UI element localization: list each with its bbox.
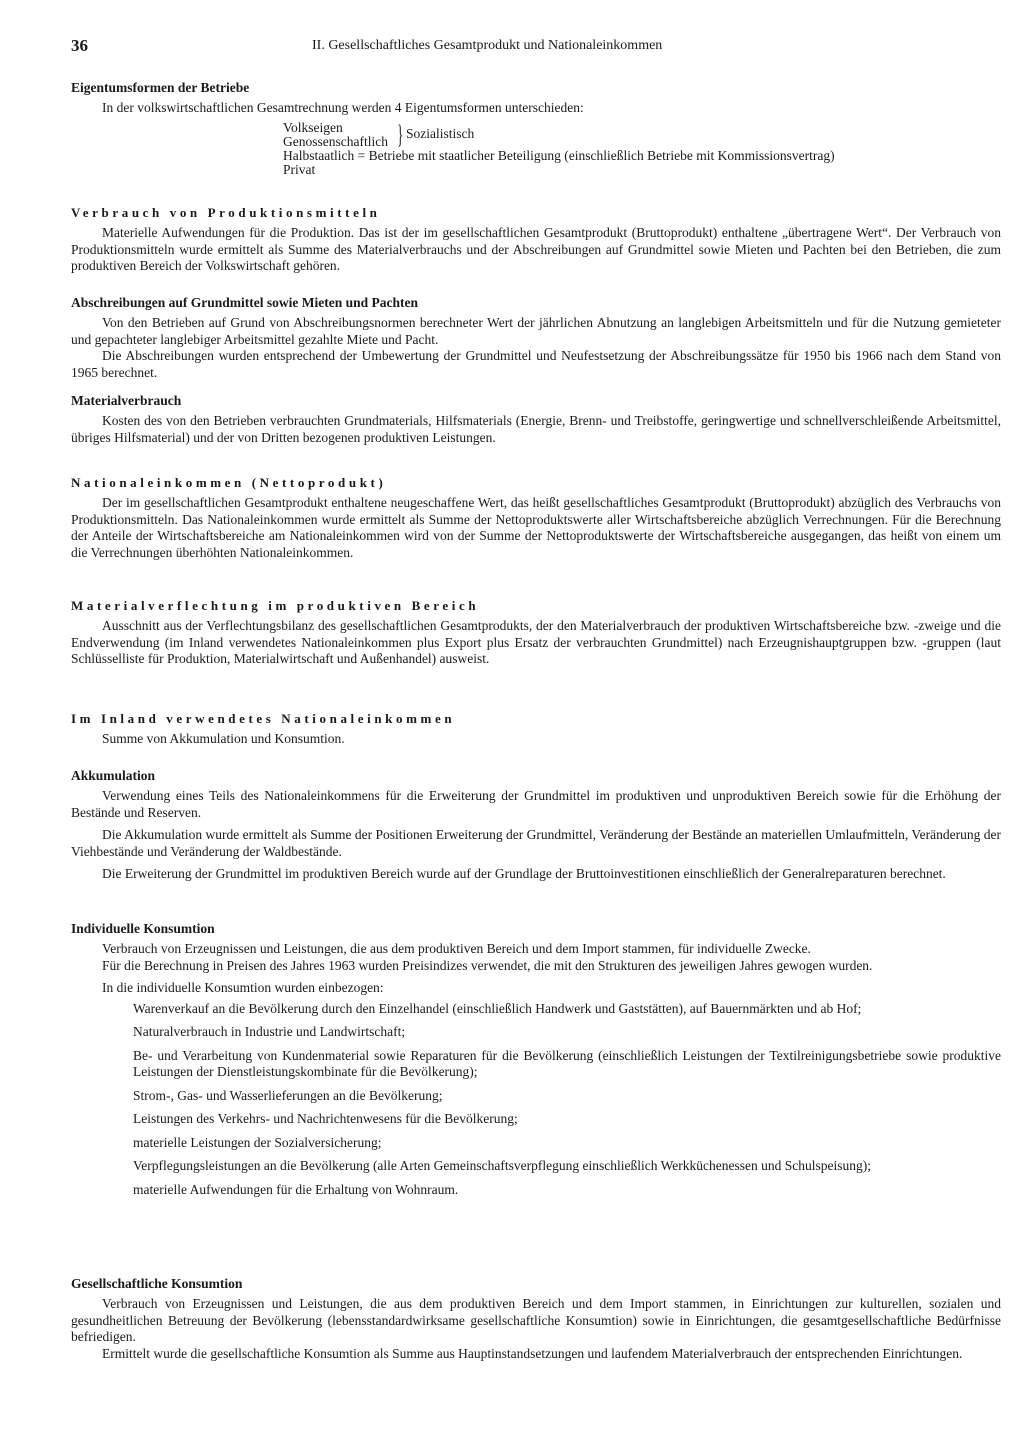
section-materialverbrauch xyxy=(71,392,1001,446)
paragraph: Verbrauch von Erzeugnissen und Leistungen, die aus dem produktiven Bereich und dem Import stammen, für individuelle Zwecke. xyxy=(102,941,811,956)
section-heading: Materialverbrauch xyxy=(71,393,182,408)
section-eigentumsformen xyxy=(71,79,1001,177)
form-item: Genossenschaftlich xyxy=(283,133,388,149)
section-abschreibungen xyxy=(71,294,1001,381)
list-item: Strom-, Gas- und Wasserlieferungen an die Bevölkerung; xyxy=(133,1087,443,1103)
list-item: Be- und Verarbeitung von Kundenmaterial sowie Reparaturen für die Bevölkerung (einschließlich Leistungen der Textilreinigungsbetriebe sowie produktive Leistungen der Dienstleistungskombinate für die Bevölkerung); xyxy=(133,1047,1001,1079)
paragraph: Summe von Akkumulation und Konsumtion. xyxy=(102,731,345,746)
list-item: materielle Leistungen der Sozialversicherung; xyxy=(133,1134,382,1150)
list-item: materielle Aufwendungen für die Erhaltung von Wohnraum. xyxy=(133,1181,459,1197)
paragraph: Ermittelt wurde die gesellschaftliche Konsumtion als Summe aus Hauptinstandsetzungen und laufendem Materialverbrauch der entsprechenden Einrichtungen. xyxy=(102,1345,963,1361)
form-item: Volkseigen xyxy=(283,119,343,135)
section-heading: Eigentumsformen der Betriebe xyxy=(71,80,250,95)
section-inland-nationaleinkommen xyxy=(71,710,1001,748)
consumption-items-list xyxy=(133,1001,1001,1199)
section-heading: Verbrauch von Produktionsmitteln xyxy=(71,205,381,220)
paragraph: Für die Berechnung in Preisen des Jahres 1963 wurden Preisindizes verwendet, die mit den Strukturen des jeweiligen Jahres gewogen wurden. xyxy=(102,957,873,973)
section-heading: Akkumulation xyxy=(71,768,156,783)
paragraph: Die Erweiterung der Grundmittel im produktiven Bereich wurde auf der Grundlage der Bruttoinvestitionen einschließlich der Generalreparaturen berechnet. xyxy=(102,866,946,881)
paragraph: Ausschnitt aus der Verflechtungsbilanz des gesellschaftlichen Gesamtprodukts, der den Materialverbrauch der produktiven Wirtschaftsbereiche bzw. -zweige und die Endverwendung (im Inland verwendetes Nationaleinkommen plus Export plus Ersatz der verbrauchten Grundmittel) nach Erzeugnishauptgruppen bzw. -gruppen (laut Schlüsselliste für Produktion, Materialwirtschaft und Außenhandel) ausweist. xyxy=(71,618,1001,666)
section-heading: Im Inland verwendetes Nationaleinkommen xyxy=(71,711,456,726)
section-verbrauch-produktionsmittel xyxy=(71,204,1001,275)
paragraph: Verwendung eines Teils des Nationaleinkommens für die Erweiterung der Grundmittel im produktiven und unproduktiven Bereich sowie für die Erhöhung der Bestände und Reserven. xyxy=(71,788,1001,820)
paragraph: Die Abschreibungen wurden entsprechend der Umbewertung der Grundmittel und Neufestsetzung der Abschreibungssätze für 1950 bis 1966 nach dem Stand von 1965 berechnet. xyxy=(71,348,1001,380)
ownership-forms-list xyxy=(283,121,1001,177)
section-individuelle-konsumtion xyxy=(71,920,1001,1205)
section-heading: Individuelle Konsumtion xyxy=(71,921,215,936)
paragraph: In der volkswirtschaftlichen Gesamtrechnung werden 4 Eigentumsformen unterschieden: xyxy=(102,100,584,115)
form-item: Halbstaatlich = Betriebe mit staatlicher Beteiligung (einschließlich Betriebe mit Kommissionsvertrag) xyxy=(283,147,835,163)
list-item: Leistungen des Verkehrs- und Nachrichtenwesens für die Bevölkerung; xyxy=(133,1111,518,1126)
page-number: 36 xyxy=(71,36,88,55)
curly-brace-icon: } xyxy=(397,119,404,149)
section-heading: Nationaleinkommen (Nettoprodukt) xyxy=(71,475,387,490)
section-gesellschaftliche-konsumtion xyxy=(71,1275,1001,1362)
paragraph: Verbrauch von Erzeugnissen und Leistungen, die aus dem produktiven Bereich und dem Import stammen, in Einrichtungen zur kulturellen, sozialen und gesundheitlichen Betreuung der Bevölkerung (lebensstandardwirksame gesellschaftliche Konsumtion) sowie in Einrichtungen, die gesamtgesellschaftliche Bedürfnisse befriedigen. xyxy=(71,1296,1001,1344)
section-heading: Materialverflechtung im produktiven Bereich xyxy=(71,598,480,613)
section-heading: Gesellschaftliche Konsumtion xyxy=(71,1276,243,1291)
paragraph: Kosten des von den Betrieben verbrauchten Grundmaterials, Hilfsmaterials (Energie, Brenn- und Treibstoffe, geringwertige und schnellverschleißende Arbeitsmittel, übriges Hilfsmaterial) und der von Dritten bezogenen produktiven Leistungen. xyxy=(71,413,1001,445)
section-nationaleinkommen xyxy=(71,474,1001,561)
running-title: II. Gesellschaftliches Gesamtprodukt und Nationaleinkommen xyxy=(312,38,663,53)
paragraph: Der im gesellschaftlichen Gesamtprodukt enthaltene neugeschaffene Wert, das heißt gesellschaftliches Gesamtprodukt (Bruttoprodukt) abzüglich des Verbrauchs von Produktionsmitteln. Das Nationaleinkommen wurde ermittelt als Summe der Nettoproduktswerte aller Wirtschaftsbereiche abzüglich Verrechnungen. Für die Berechnung der Anteile der Wirtschaftsbereiche am Nationaleinkommen wird von der Summe der Nettoproduktswerte der Wirtschaftsbereiche ausgegangen, das heißt von einem um die Verrechnungen überhöhten Nationaleinkommen. xyxy=(71,495,1001,560)
group-label: Sozialistisch xyxy=(406,125,475,141)
list-item: Warenverkauf an die Bevölkerung durch den Einzelhandel (einschließlich Handwerk und Gaststätten), auf Bauernmärkten und ab Hof; xyxy=(133,1000,862,1016)
section-materialverflechtung xyxy=(71,597,1001,668)
socialist-forms-group xyxy=(283,121,1001,149)
paragraph: Die Akkumulation wurde ermittelt als Summe der Positionen Erweiterung der Grundmittel, Veränderung der Bestände an materiellen Umlaufmitteln, Veränderung der Viehbestände und Veränderung der Waldbestände. xyxy=(71,827,1001,859)
form-item: Privat xyxy=(283,161,316,177)
list-item: Naturalverbrauch in Industrie und Landwirtschaft; xyxy=(133,1024,406,1039)
section-akkumulation xyxy=(71,767,1001,883)
paragraph: Von den Betrieben auf Grund von Abschreibungsnormen berechneter Wert der jährlichen Abnutzung an langlebigen Arbeitsmitteln und für die Nutzung gemieteter und gepachteter langlebiger Arbeitsmittel gezahlte Miete und Pacht. xyxy=(71,315,1001,347)
paragraph: Materielle Aufwendungen für die Produktion. Das ist der im gesellschaftlichen Gesamtprodukt (Bruttoprodukt) enthaltene „übertragene Wert“. Der Verbrauch von Produktionsmitteln wurde ermittelt als Summe des Materialverbrauchs und der Abschreibungen auf Grundmittel sowie Mieten und Pachten bei den Betrieben, die zum produktiven Bereich der Volkswirtschaft gehören. xyxy=(71,225,1001,273)
list-item: Verpflegungsleistungen an die Bevölkerung (alle Arten Gemeinschaftsverpflegung einschließlich Werkküchenessen und Schulspeisung); xyxy=(133,1158,871,1173)
section-heading: Abschreibungen auf Grundmittel sowie Mieten und Pachten xyxy=(71,295,419,310)
paragraph: In die individuelle Konsumtion wurden einbezogen: xyxy=(102,980,384,995)
